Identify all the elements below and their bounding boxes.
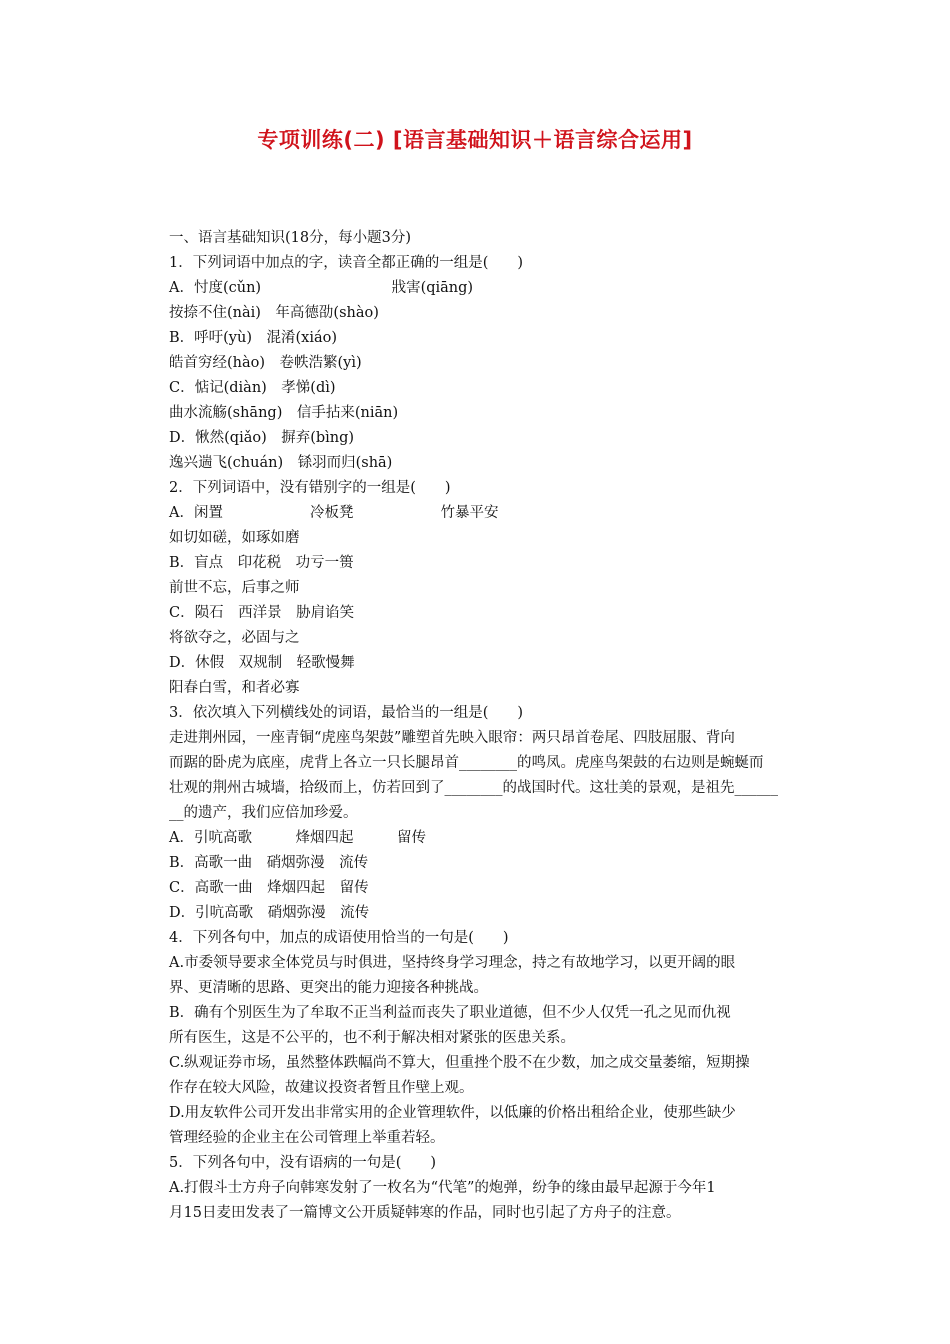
q4-option-b-line2: 所有医生，这是不公平的，也不利于解决相对紧张的医患关系。 [169,1030,575,1046]
q3-option-b: B．高歌一曲 硝烟弥漫 流传 [169,855,369,871]
q2-option-d-line1: D．休假 双规制 轻歌慢舞 [169,655,355,671]
question-3-stem: 3．依次填入下列横线处的词语，最恰当的一组是( ) [169,705,524,721]
q2-option-a-line2: 如切如磋，如琢如磨 [169,530,300,546]
q3-passage-line2: 而踞的卧虎为底座，虎背上各立一只长腿昂首________的鸣凤。虎座鸟架鼓的右边则是蜿蜒而 [169,755,764,771]
question-1-stem: 1．下列词语中加点的字，读音全都正确的一组是( ) [169,255,524,271]
q5-option-a-line2: 月15日麦田发表了一篇博文公开质疑韩寒的作品，同时也引起了方舟子的注意。 [169,1205,681,1221]
q2-option-c-line2: 将欲夺之，必固与之 [169,630,300,646]
q1-option-d-line2: 逸兴遄飞(chuán) 铩羽而归(shā) [169,455,393,471]
q2-option-b-line2: 前世不忘，后事之师 [169,580,300,596]
q4-option-d-line1: D.用友软件公司开发出非常实用的企业管理软件，以低廉的价格出租给企业，使那些缺少 [169,1105,736,1121]
q3-option-d: D．引吭高歌 硝烟弥漫 流传 [169,905,370,921]
q1-option-d-line1: D．愀然(qiǎo) 摒弃(bìng) [169,430,355,446]
q4-option-d-line2: 管理经验的企业主在公司管理上举重若轻。 [169,1130,445,1146]
q5-option-a-line1: A.打假斗士方舟子向韩寒发射了一枚名为“代笔”的炮弹，纷争的缘由最早起源于今年1 [169,1180,716,1196]
q3-passage-line1: 走进荆州园，一座青铜“虎座鸟架鼓”雕塑首先映入眼帘：两只昂首卷尾、四肢屈服、背向 [169,730,735,746]
q3-option-a: A．引吭高歌 烽烟四起 留传 [169,830,426,846]
section-heading: 一、语言基础知识(18分，每小题3分) [169,230,411,246]
q1-option-c-line1: C．惦记(diàn) 孝悌(dì) [169,380,336,396]
q2-option-d-line2: 阳春白雪，和者必寡 [169,680,300,696]
question-2-stem: 2．下列词语中，没有错别字的一组是( ) [169,480,451,496]
q3-option-c: C．高歌一曲 烽烟四起 留传 [169,880,369,896]
q1-option-c-line2: 曲水流觞(shāng) 信手拈来(niān) [169,405,399,421]
question-4-stem: 4．下列各句中，加点的成语使用恰当的一句是( ) [169,930,509,946]
question-5-stem: 5．下列各句中，没有语病的一句是( ) [169,1155,437,1171]
q3-passage-line4: __的遗产，我们应倍加珍爱。 [169,805,358,821]
q2-option-b-line1: B．盲点 印花税 功亏一篑 [169,555,354,571]
q3-passage-line3: 壮观的荆州古城墙，拾级而上，仿若回到了________的战国时代。这壮美的景观，是祖先______ [169,780,778,796]
q4-option-b-line1: B．确有个别医生为了牟取不正当利益而丧失了职业道德，但不少人仅凭一孔之见而仇视 [169,1005,731,1021]
q4-option-c-line1: C.纵观证券市场，虽然整体跌幅尚不算大，但重挫个股不在少数，加之成交量萎缩，短期操 [169,1055,750,1071]
q1-option-b-line2: 皓首穷经(hào) 卷帙浩繁(yì) [169,355,362,371]
q4-option-a-line1: A.市委领导要求全体党员与时俱进，坚持终身学习理念，持之有故地学习，以更开阔的眼 [169,955,736,971]
q2-option-a-line1: A．闲置 冷板凳 竹暴平安 [169,505,499,521]
q1-option-a-line1: A．忖度(cǔn) 戕害(qiāng) [169,280,474,296]
q4-option-c-line2: 作存在较大风险，故建议投资者暂且作壁上观。 [169,1080,474,1096]
q2-option-c-line1: C．陨石 西洋景 胁肩谄笑 [169,605,355,621]
q1-option-b-line1: B．呼吁(yù) 混淆(xiáo) [169,330,338,346]
q4-option-a-line2: 界、更清晰的思路、更突出的能力迎接各种挑战。 [169,980,488,996]
page-title: 专项训练(二) [语言基础知识＋语言综合运用] [257,128,693,152]
q1-option-a-line2: 按捺不住(nài) 年高德劭(shào) [169,305,379,321]
